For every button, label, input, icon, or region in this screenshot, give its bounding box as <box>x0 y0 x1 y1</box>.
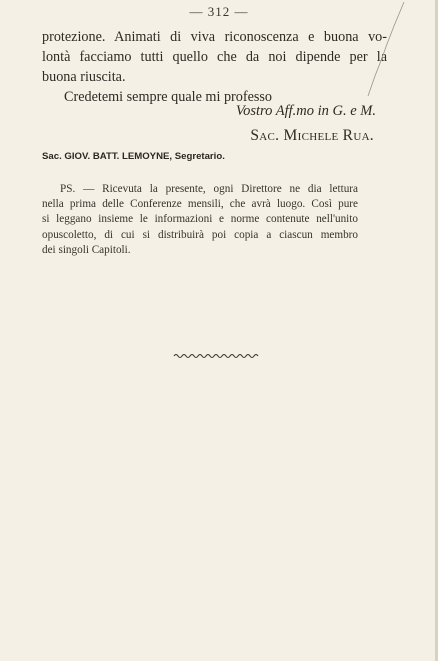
postscript-line: si leggano insieme le informazioni e norme contenute nell'unito <box>42 213 358 226</box>
signature-name: Sac. Michele Rua. <box>250 127 374 144</box>
postscript-line: PS. — Ricevuta la presente, ogni Direttore ne dia lettura <box>60 183 358 195</box>
closing-line: Credetemi sempre quale mi professo <box>64 89 273 105</box>
postscript <box>42 182 358 258</box>
signature-salutation: Vostro Aff.mo in G. e M. <box>235 103 376 119</box>
body-line: protezione. Animati di viva riconoscenza e buona vo- <box>42 29 387 45</box>
postscript-line: opuscoletto, di cui si distribuirà poi copia a ciascun membro <box>42 228 358 241</box>
body-line: buona riuscita. <box>42 69 126 85</box>
body-paragraph <box>42 27 387 107</box>
postscript-line: dei singoli Capitoli. <box>42 243 131 256</box>
page-number: — 312 — <box>189 4 249 19</box>
secretary-line: Sac. GIOV. BATT. LEMOYNE, Segretario. <box>42 151 225 162</box>
ornament-divider <box>173 352 259 360</box>
body-line: lontà facciamo tutti quello che da noi dipende per la <box>42 49 387 65</box>
pencil-mark <box>340 0 410 110</box>
postscript-line: nella prima delle Conferenze mensili, che avrà luogo. Così pure <box>42 198 358 211</box>
